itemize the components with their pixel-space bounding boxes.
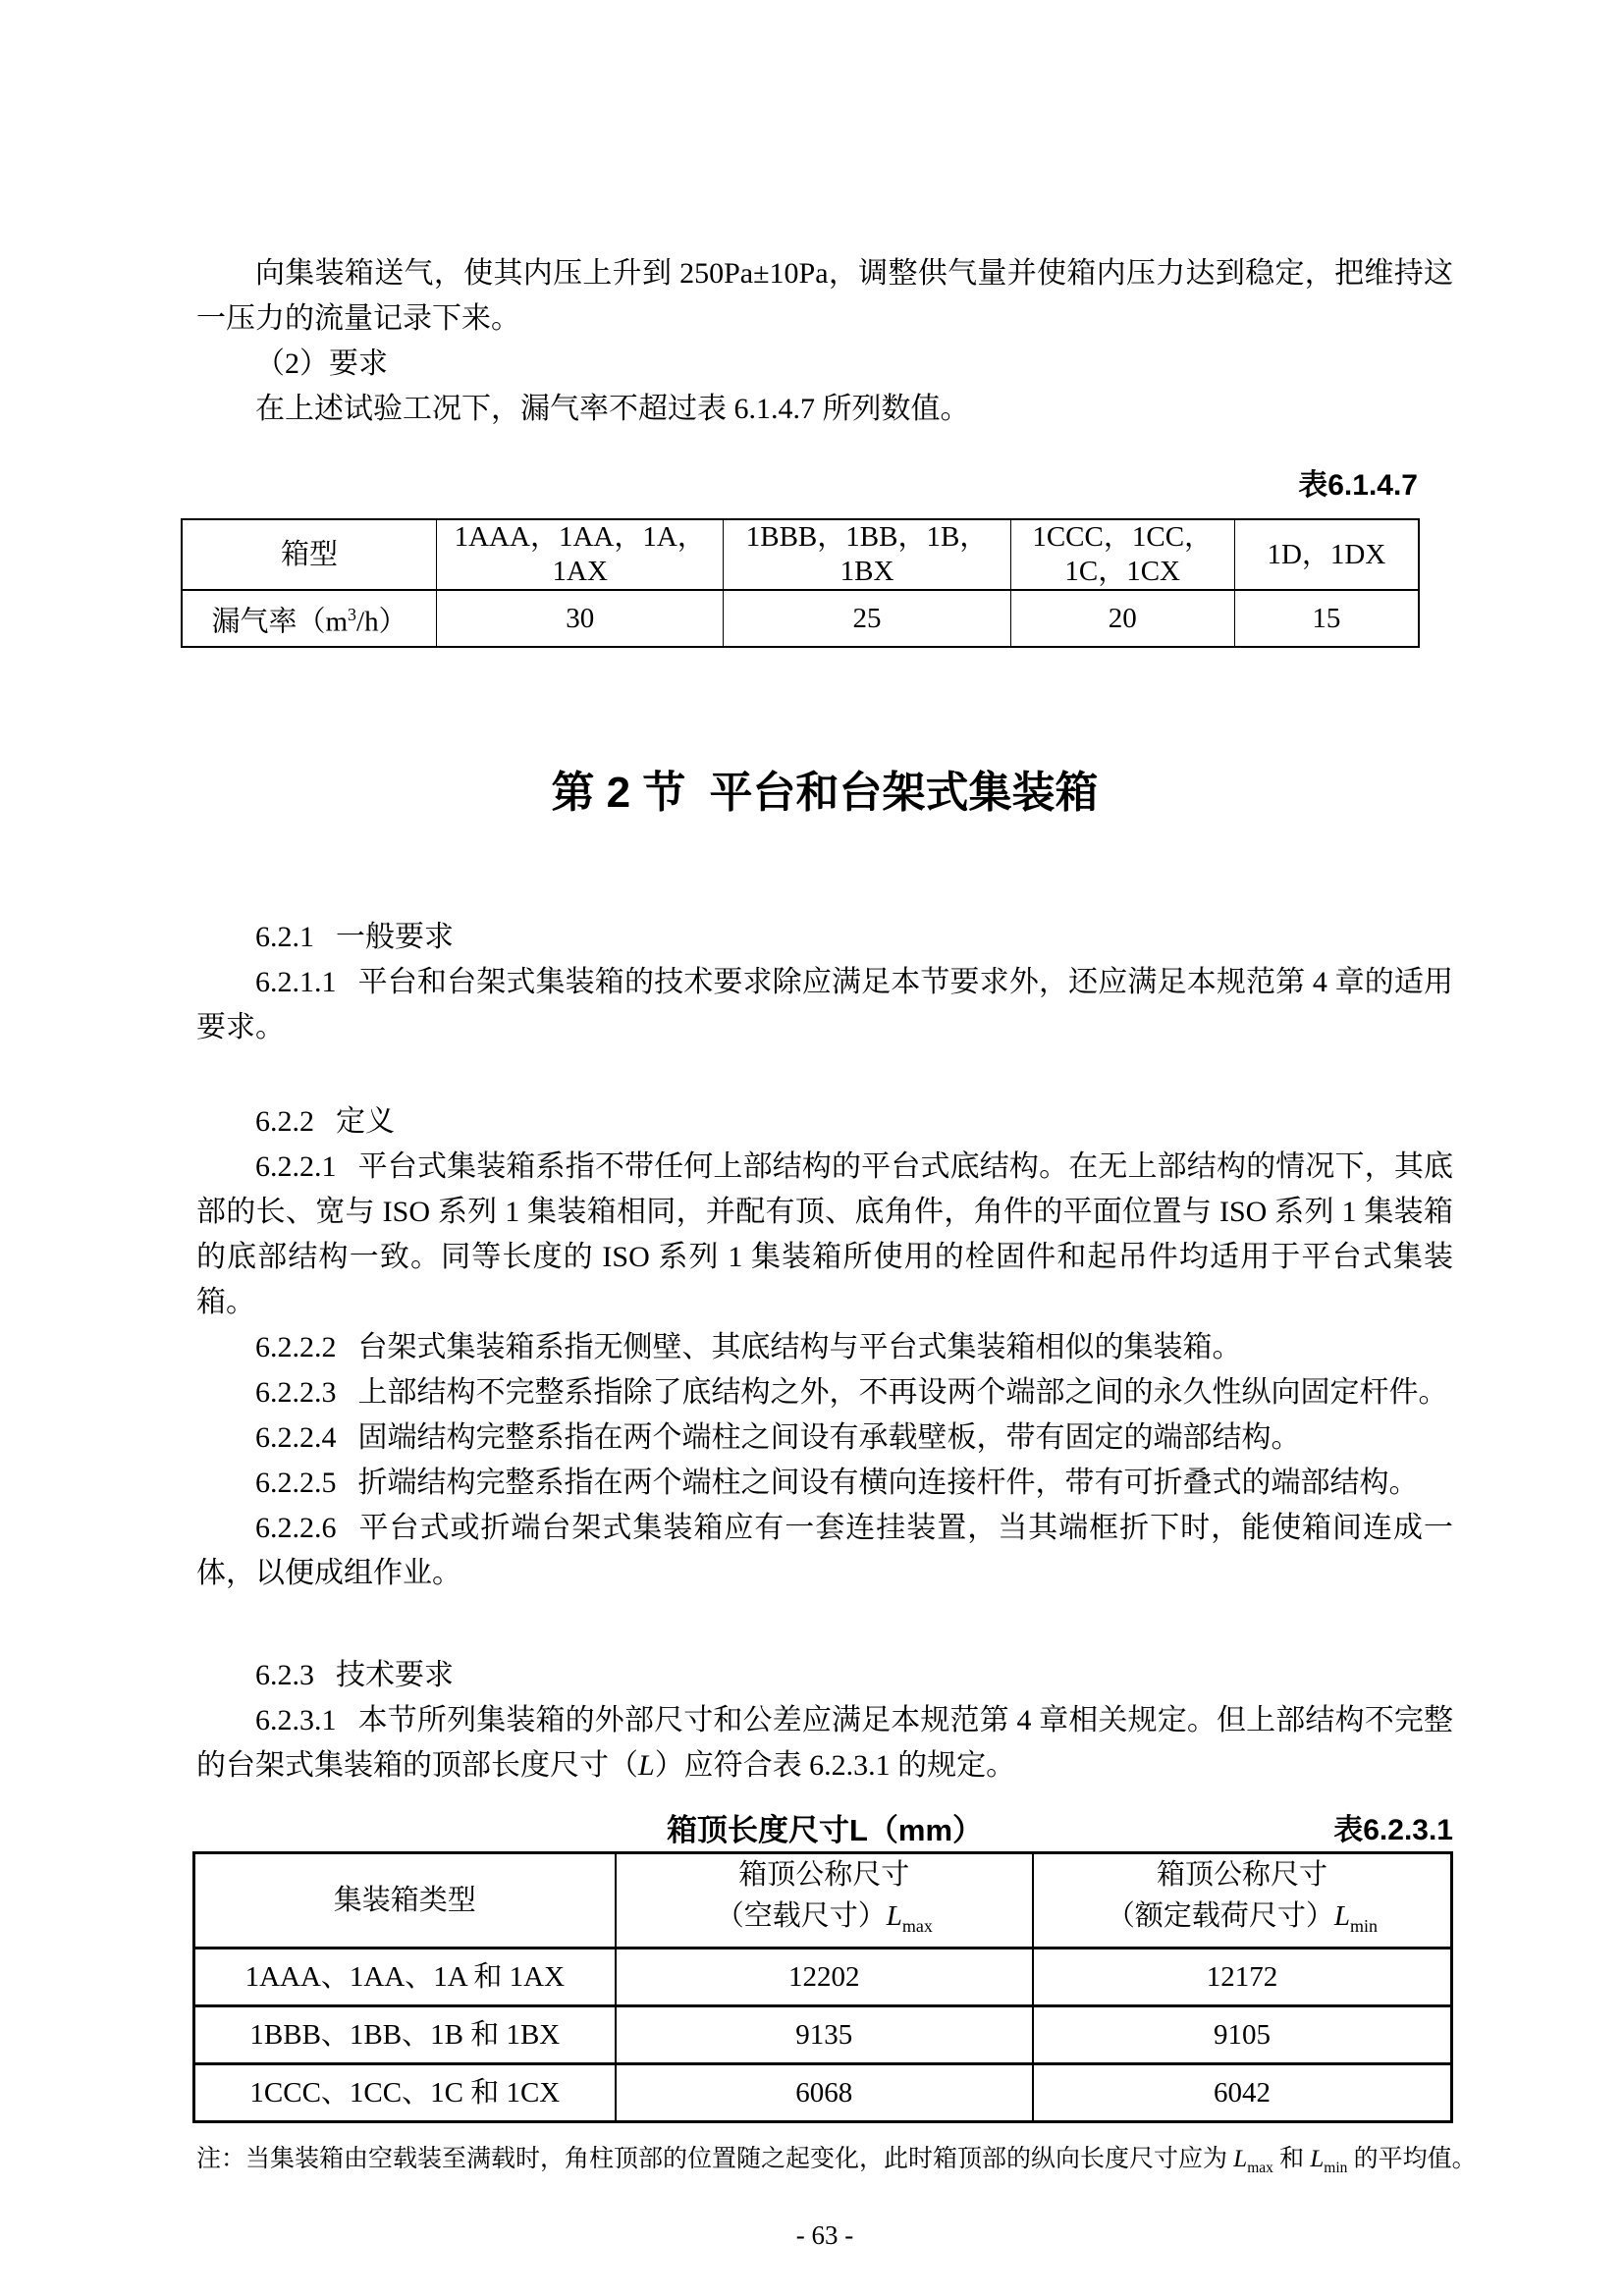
clause-number: 6.2.1.1 (255, 966, 337, 998)
subscript-max: max (1247, 2159, 1273, 2176)
variable-L: L (1233, 2145, 1248, 2172)
table-header-1aaa: 1AAA，1AA，1A，1AX (437, 519, 724, 590)
paragraph-text: 在上述试验工况下，漏气率不超过表 6.1.4.7 所列数值。 (255, 393, 970, 425)
table2-caption: 表6.2.3.1 (1333, 1814, 1453, 1846)
subscript-min: min (1324, 2159, 1348, 2176)
lmax-value: 6068 (616, 2063, 1033, 2121)
paragraph-airflow-procedure (196, 251, 1453, 342)
clause-number: 6.2.2.3 (255, 1376, 337, 1409)
clause-number: 6.2.2.1 (255, 1150, 337, 1183)
clause-text: 平台式或折端台架式集装箱应有一套连挂装置，当其端框折下时，能使箱间连成一体，以便成组作业。 (196, 1512, 1453, 1589)
note-text-mid: 和 (1272, 2145, 1311, 2172)
clause-6-2-3-1 (196, 1698, 1453, 1789)
label-superscript: 3 (348, 604, 357, 624)
title-pre: 箱顶长度尺寸 (666, 1813, 849, 1847)
table-row (194, 2005, 1452, 2063)
leak-rate-table (181, 518, 1420, 648)
note-text-pre: 当集装箱由空载装至满载时，角柱顶部的位置随之起变化，此时箱顶部的纵向长度尺寸应为 (245, 2145, 1234, 2172)
clause-6-2-1 (196, 915, 1453, 960)
table-row (194, 1948, 1452, 2005)
clause-title: 定义 (336, 1105, 395, 1138)
note-prefix: 注： (196, 2145, 246, 2172)
clause-text-post: ）应符合表 6.2.3.1 的规定。 (654, 1749, 1016, 1782)
variable-L: L (1310, 2145, 1325, 2172)
table-row (182, 590, 1419, 647)
clause-number: 6.2.2.2 (255, 1331, 337, 1363)
leak-rate-value: 30 (437, 590, 724, 647)
page-number: - 63 - (795, 2219, 854, 2250)
clause-6-2-1-1 (196, 960, 1453, 1050)
lmax-value: 12202 (616, 1948, 1033, 2005)
clause-number: 6.2.3 (255, 1659, 314, 1691)
clause-6-2-2-3 (196, 1370, 1453, 1415)
variable-L: L (886, 1900, 902, 1932)
table-row (194, 2063, 1452, 2121)
section-number: 第 2 节 (551, 769, 686, 817)
title-post: （mm） (867, 1813, 984, 1847)
clause-6-2-2-4 (196, 1415, 1453, 1461)
table-row (182, 519, 1419, 590)
clause-number: 6.2.3.1 (255, 1704, 337, 1736)
label-post: /h） (356, 606, 407, 638)
header-line1: 箱顶公称尺寸 (1156, 1859, 1327, 1891)
lmax-value: 9135 (616, 2005, 1033, 2063)
variable-L: L (1333, 1900, 1351, 1932)
table2-title (196, 1810, 1453, 1851)
list-item-2-requirements (196, 342, 1453, 387)
list-item-label: （2）要求 (255, 347, 388, 380)
note-text-post: 的平均值。 (1347, 2145, 1477, 2172)
leak-rate-value: 20 (1010, 590, 1234, 647)
title-variable-L: L (848, 1813, 868, 1847)
paragraph-text: 向集装箱送气，使其内压上升到 250Pa±10Pa，调整供气量并使箱内压力达到稳定，把维持这一压力的流量记录下来。 (196, 257, 1453, 335)
subscript-max: max (901, 1915, 933, 1936)
subscript-min: min (1350, 1915, 1379, 1936)
clause-6-2-3 (196, 1653, 1453, 1698)
clause-number: 6.2.2 (255, 1105, 314, 1138)
roof-length-table (192, 1851, 1453, 2123)
clause-text: 固端结构完整系指在两个端柱之间设有承载壁板，带有固定的端部结构。 (357, 1421, 1301, 1454)
paragraph-leak-rate-requirement (196, 387, 1453, 432)
table-header-1bbb: 1BBB，1BB，1B，1BX (724, 519, 1010, 590)
table2-title-bar (196, 1810, 1453, 1851)
clause-text: 平台和台架式集装箱的技术要求除应满足本节要求外，还应满足本规范第 4 章的适用要求。 (196, 966, 1453, 1043)
clause-title: 一般要求 (336, 921, 454, 953)
container-type-cell: 1BBB、1BB、1B 和 1BX (194, 2005, 616, 2063)
table-header-1d: 1D，1DX (1234, 519, 1419, 590)
header-line2: （空载尺寸） (715, 1900, 887, 1932)
lmin-value: 6042 (1033, 2063, 1452, 2121)
clause-text: 台架式集装箱系指无侧壁、其底结构与平台式集装箱相似的集装箱。 (357, 1331, 1242, 1363)
label-pre: 漏气率（m (211, 606, 349, 638)
clause-number: 6.2.2.5 (255, 1467, 337, 1499)
clause-6-2-2-1 (196, 1145, 1453, 1325)
section-title: 平台和台架式集装箱 (709, 769, 1099, 817)
clause-6-2-2-2 (196, 1325, 1453, 1370)
clause-text-pre: 本节所列集装箱的外部尺寸和公差应满足本规范第 4 章相关规定。但上部结构不完整的台架式集装箱的顶部长度尺寸（ (196, 1704, 1453, 1782)
clause-text: 上部结构不完整系指除了底结构之外，不再设两个端部之间的永久性纵向固定杆件。 (357, 1376, 1448, 1409)
container-type-cell: 1AAA、1AA、1A 和 1AX (194, 1948, 616, 2005)
clause-text: 平台式集装箱系指不带任何上部结构的平台式底结构。在无上部结构的情况下，其底部的长、宽与 ISO 系列 1 集装箱相同，并配有顶、底角件，角件的平面位置与 ISO 系列 1 集装箱的底部结构一致。同等长度的 ISO 系列 1 集装箱所使用的栓固件和起吊件均适用于平台式集装箱。 (196, 1150, 1453, 1318)
header-line2: （额定载荷尺寸） (1106, 1900, 1334, 1932)
leak-rate-label-cell (182, 590, 437, 647)
clause-text: 折端结构完整系指在两个端柱之间设有横向连接杆件，带有可折叠式的端部结构。 (357, 1467, 1419, 1499)
clause-6-2-2-5 (196, 1461, 1453, 1506)
table-header-box-type: 箱型 (182, 519, 437, 590)
variable-L: L (638, 1749, 655, 1782)
leak-rate-value: 15 (1234, 590, 1419, 647)
table-header-1ccc: 1CCC，1CC，1C，1CX (1010, 519, 1234, 590)
table-header-lmax (616, 1853, 1033, 1949)
table-row (194, 1853, 1452, 1949)
clause-6-2-2 (196, 1099, 1453, 1145)
table-header-container-type: 集装箱类型 (194, 1853, 616, 1949)
table2-footnote (196, 2143, 1477, 2185)
section-heading (196, 764, 1453, 823)
clause-number: 6.2.2.4 (255, 1421, 337, 1454)
leak-rate-value: 25 (724, 590, 1010, 647)
header-line1: 箱顶公称尺寸 (738, 1859, 910, 1891)
lmin-value: 12172 (1033, 1948, 1452, 2005)
table-header-lmin (1033, 1853, 1452, 1949)
clause-number: 6.2.1 (255, 921, 314, 953)
clause-number: 6.2.2.6 (255, 1512, 337, 1544)
container-type-cell: 1CCC、1CC、1C 和 1CX (194, 2063, 616, 2121)
clause-title: 技术要求 (336, 1659, 454, 1691)
clause-6-2-2-6 (196, 1506, 1453, 1596)
table1-caption: 表6.1.4.7 (1298, 469, 1418, 502)
lmin-value: 9105 (1033, 2005, 1452, 2063)
table1-caption-row (196, 463, 1453, 508)
